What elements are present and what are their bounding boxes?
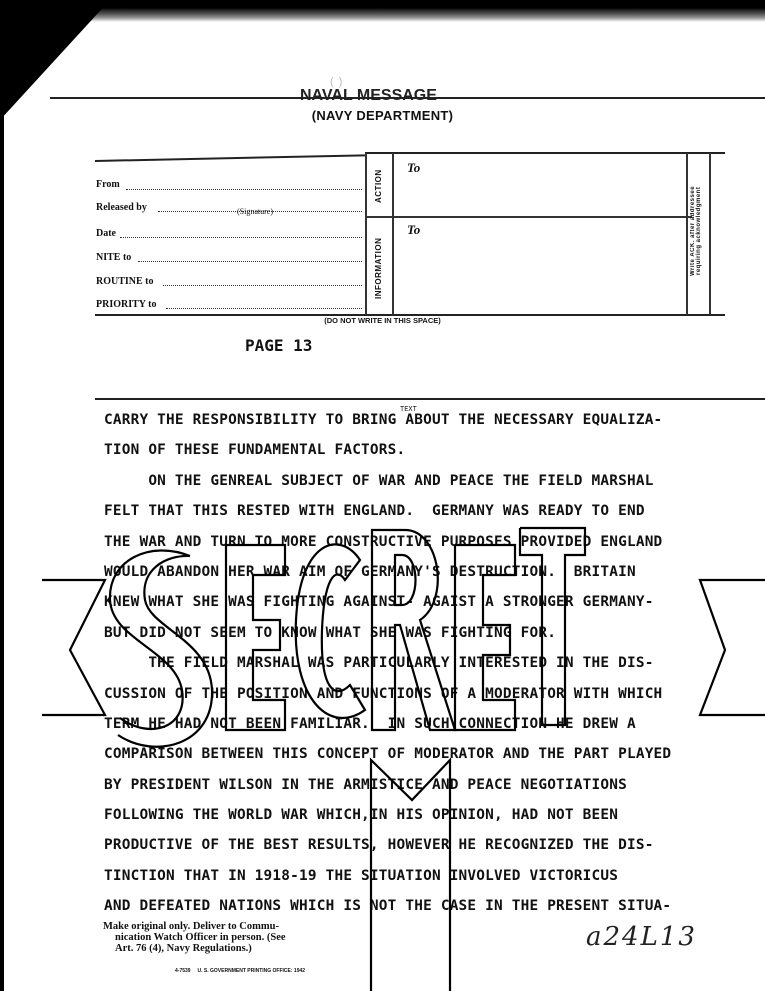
field-nite-line[interactable] [138,261,362,262]
scan-artifact-left-edge [0,115,4,991]
action-to-field[interactable] [400,175,685,213]
scan-artifact-corner [0,0,110,120]
body-line: FOLLOWING THE WORLD WAR WHICH,IN HIS OPINION, HAD NOT BEEN [104,807,619,824]
printer-line: U. S. GOVERNMENT PRINTING OFFICE: 1942 [197,968,306,974]
ack-divider-1 [686,153,688,315]
faint-stamp: ( ) [330,76,344,88]
field-label-nite: NITE to [96,252,132,263]
form-title: NAVAL MESSAGE [300,87,437,104]
field-label-released-by: Released by [96,202,147,213]
instruction-line: Make original only. Deliver to Commu- [103,921,279,932]
form-top-rule-left [95,154,365,162]
body-line: TION OF THESE FUNDAMENTAL FACTORS. [104,442,406,459]
message-body [104,405,764,922]
text-rule [95,398,765,400]
ack-divider-2 [709,153,711,315]
do-not-write-note: (DO NOT WRITE IN THIS SPACE) [324,316,441,325]
instruction-line: Art. 76 (4), Navy Regulations.) [115,943,252,954]
body-line: KNEW WHAT SHE WAS FIGHTING AGAINST- AGAIST A STRONGER GERMANY- [104,594,654,611]
field-routine-line[interactable] [163,285,362,286]
handwritten-id: a24L13 [586,922,697,952]
body-line: TINCTION THAT IN 1918-19 THE SITUATION INVOLVED VICTORICUS [104,867,619,884]
instruction-line: nication Watch Officer in person. (See [115,932,286,943]
column-divider-2 [392,153,394,315]
form-number [175,968,305,974]
body-line: CUSSION OF THE POSITION AND FUNCTIONS OF A MODERATOR WITH WHICH [104,685,663,702]
body-line: COMPARISON BETWEEN THIS CONCEPT OF MODERATOR AND THE PART PLAYED [104,746,672,763]
form-number-code: 4-7539 [175,968,191,974]
body-line: BY PRESIDENT WILSON IN THE ARMISTICE AND PEACE NEGOTIATIONS [104,776,627,793]
information-to-field[interactable] [400,238,685,310]
body-line: CARRY THE RESPONSIBILITY TO BRING ABOUT THE NECESSARY EQUALIZA- [104,412,663,428]
body-line: THE FIELD MARSHAL WAS PARTICULARLY INTERESTED IN THE DIS- [104,655,654,672]
field-label-from: From [96,179,120,190]
signature-label: (Signature) [237,207,273,216]
scan-artifact-bar [140,0,765,6]
field-date-line[interactable] [120,237,362,238]
action-label: ACTION [374,169,383,203]
delivery-instructions [103,921,286,954]
body-line: WOULD ABANDON HER WAR AIM OF GERMANY'S DESTRUCTION. BRITAIN [104,563,636,580]
action-info-divider [366,216,692,218]
department-label: (NAVY DEPARTMENT) [311,108,454,123]
body-line: FELT THAT THIS RESTED WITH ENGLAND. GERMANY WAS READY TO END [104,503,645,520]
column-divider-1 [365,153,367,315]
body-line: THE WAR AND TURN TO MORE CONSTRUCTIVE PURPOSES PROVIDED ENGLAND [104,533,663,550]
text-marker: TEXT [400,406,417,414]
field-priority-line[interactable] [166,308,362,309]
form-top-rule-right [365,152,725,154]
information-label: INFORMATION [374,237,383,299]
action-to-label: To [407,160,421,175]
field-label-routine: ROUTINE to [96,276,154,287]
body-line: PRODUCTIVE OF THE BEST RESULTS, HOWEVER HE RECOGNIZED THE DIS- [104,837,654,854]
body-line: ON THE GENREAL SUBJECT OF WAR AND PEACE THE FIELD MARSHAL [104,472,654,489]
field-label-priority: PRIORITY to [96,299,157,310]
body-line: AND DEFEATED NATIONS WHICH IS NOT THE CASE IN THE PRESENT SITUA- [104,898,672,915]
body-line: TERM HE HAD NOT BEEN FAMILIAR. IN SUCH CONNECTION HE DREW A [104,715,636,732]
body-line: BUT DID NOT SEEM TO KNOW WHAT SHE WAS FIGHTING FOR. [104,624,557,641]
information-to-label: To [407,222,421,237]
field-from-line[interactable] [126,189,362,190]
field-label-date: Date [96,228,116,239]
page-number: PAGE 13 [245,336,313,355]
ack-note: Write ACK. after addressee requiring acknowledgment [690,185,702,277]
